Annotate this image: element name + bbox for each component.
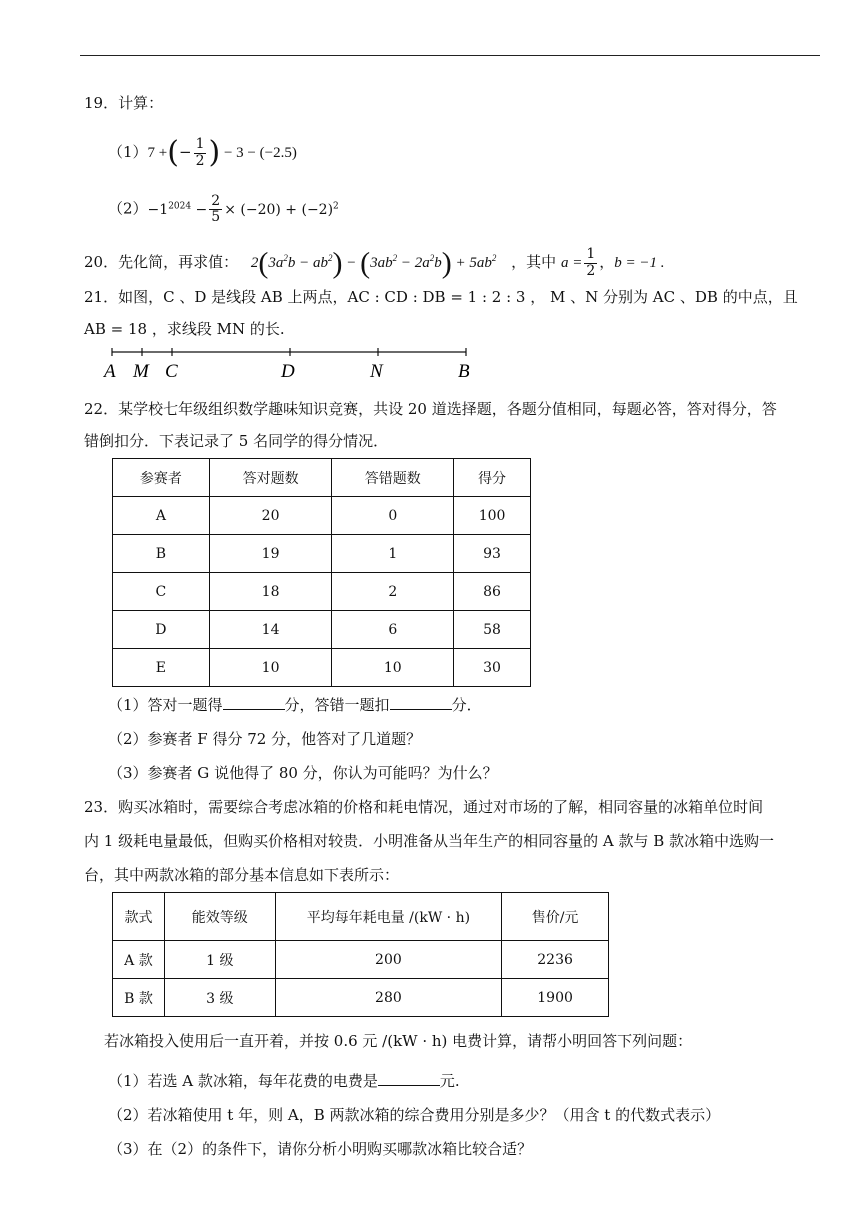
fridge-table-header [113,893,609,941]
q23-sub2: （2）若冰箱使用 t 年，则 A，B 两款冰箱的综合费用分别是多少？（用含 t 的代数式表示） [108,1106,721,1124]
label-point-n: N [370,361,383,382]
fraction-a-value: $\frac{1}{2}$ [586,246,596,279]
answer-blank[interactable] [390,695,452,710]
table-cell: 14 [209,611,332,649]
q22-sub1-text-a: （1）答对一题得 [108,696,223,714]
table-cell: A [113,497,210,535]
table-cell: 1 [332,535,454,573]
q23-line3: 台，其中两款冰箱的部分基本信息如下表所示： [84,866,400,884]
table-cell: 20 [209,497,332,535]
score-table-header [113,459,531,497]
q23-sub1-text-b: 元. [439,1072,460,1090]
table-row [113,941,609,979]
table-cell: 100 [454,497,531,535]
table-cell: 30 [454,649,531,687]
q19-part2: $(2)-1^{2024}$ − $\frac{2}{5}$ × $(-20) + (-2)^2$ [108,192,339,226]
q22-sub2: （2）参赛者 F 得分 72 分，他答对了几道题？ [108,730,422,748]
q20-lead: 20．先化简，再求值： [84,253,239,271]
table-row [113,573,531,611]
q19-title: 19．计算： [84,94,164,112]
fraction-one-half: $\frac{1}{2}$ [195,136,205,169]
label-point-b: B [458,361,470,382]
table-cell: 1900 [502,979,609,1017]
header-cell: 售价/元 [502,893,609,941]
table-cell: 10 [209,649,332,687]
table-cell: D [113,611,210,649]
label-point-d: D [281,361,295,382]
table-cell: 3 级 [164,979,275,1017]
q23-line2: 内 1 级耗电量最低，但购买价格相对较贵．小明准备从当年生产的相同容量的 A 款与 B 款冰箱中选购一 [84,832,775,850]
table-cell: 2236 [502,941,609,979]
q22-sub1-text-b: 分，答错一题扣 [284,696,390,714]
table-cell: 58 [454,611,531,649]
table-cell: 0 [332,497,454,535]
q20-b-value: b = −1 . [614,255,665,271]
q23-sub1-text-a: （1）若选 A 款冰箱，每年花费的电费是 [108,1072,378,1090]
label-point-m: M [133,361,149,382]
header-cell: 得分 [454,459,531,497]
table-cell: 19 [209,535,332,573]
fridge-table [112,892,609,1017]
table-cell: 86 [454,573,531,611]
fraction-two-fifths: $\frac{2}{5}$ [211,192,221,226]
table-cell: 6 [332,611,454,649]
q22-sub1 [108,694,482,715]
q22-sub3: （3）参赛者 G 说他得了 80 分，你认为可能吗？为什么？ [108,764,498,782]
q22-line2: 错倒扣分．下表记录了 5 名同学的得分情况． [84,432,389,450]
table-cell: B [113,535,210,573]
q19-part1-label: （1） [108,143,148,161]
q21-line1: 21．如图，C 、D 是线段 AB 上两点，AC : CD : DB = 1 : 2 : 3 ， M 、N 分别为 AC 、DB 的中点，且 [84,288,798,306]
q19-part1: （1）7 +(− $\frac{1}{2}$ ) − 3 − (−2.5) [108,135,297,170]
table-cell: 18 [209,573,332,611]
table-cell: B 款 [113,979,165,1017]
q20: 20．先化简，再求值： $2(3a^2b - ab^2) - (3ab^2 - 2a^2b) + 5ab^2$ ，其中 a = $\frac{1}{2}$ ，b = −1 . [84,246,665,280]
q23-note: 若冰箱投入使用后一直开着，并按 0.6 元 /(kW · h) 电费计算，请帮小明回答下列问题： [104,1032,693,1050]
q23-sub3: （3）在（2）的条件下，请你分析小明购买哪款冰箱比较合适？ [108,1140,533,1158]
header-cell: 答对题数 [209,459,332,497]
table-row [113,535,531,573]
table-row [113,497,531,535]
segment-diagram [100,344,480,384]
q21-line2: AB = 18 ，求线段 MN 的长. [84,320,285,338]
q23-sub1 [108,1070,460,1091]
q23-line1: 23．购买冰箱时，需要综合考虑冰箱的价格和耗电情况，通过对市场的了解，相同容量的冰箱单位时间 [84,798,764,816]
table-cell: 1 级 [164,941,275,979]
label-point-c: C [165,361,178,382]
header-cell: 平均每年耗电量 /(kW · h) [275,893,502,941]
table-cell: 93 [454,535,531,573]
table-cell: E [113,649,210,687]
answer-blank[interactable] [223,695,285,710]
q22-sub1-text-c: 分． [451,696,482,714]
header-cell: 能效等级 [164,893,275,941]
q22-line1: 22．某学校七年级组织数学趣味知识竞赛，共设 20 道选择题，各题分值相同，每题必答，答对得分，答 [84,400,777,418]
q19-part2-label: （2） [108,199,148,218]
table-cell: A 款 [113,941,165,979]
q20-condition-label: ，其中 [511,253,557,271]
q20-expression: $2(3a^2b - ab^2) - (3ab^2 - 2a^2b) + 5ab^2$ [250,246,497,280]
header-cell: 款式 [113,893,165,941]
table-row [113,611,531,649]
header-cell: 参赛者 [113,459,210,497]
table-cell: 2 [332,573,454,611]
header-rule [80,55,820,56]
label-point-a: A [104,361,116,382]
answer-blank[interactable] [378,1071,440,1086]
table-cell: C [113,573,210,611]
table-cell: 10 [332,649,454,687]
table-row [113,649,531,687]
table-row [113,979,609,1017]
table-cell: 200 [275,941,502,979]
table-cell: 280 [275,979,502,1017]
score-table [112,458,531,687]
header-cell: 答错题数 [332,459,454,497]
